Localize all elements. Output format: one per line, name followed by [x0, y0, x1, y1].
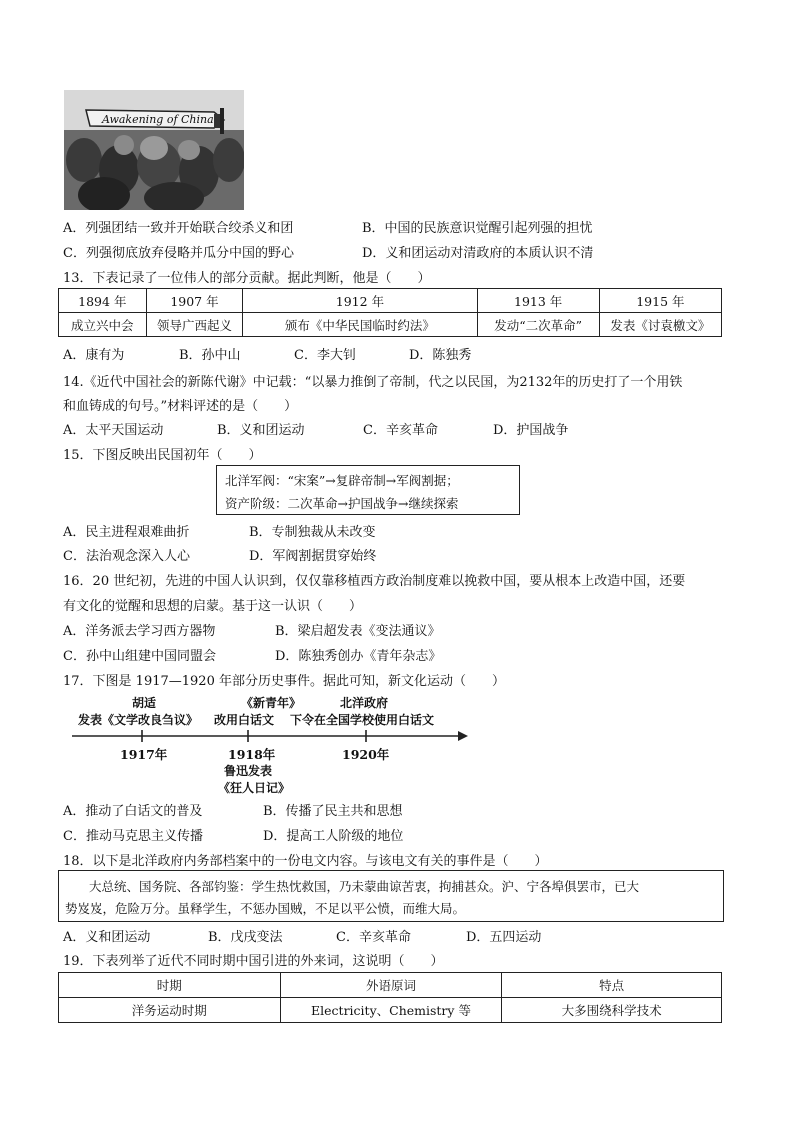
q14-option-d: D．护国战争	[493, 423, 569, 438]
q17-option-a: A．推动了白话文的普及	[63, 804, 203, 819]
q14-option-a: A．太平天国运动	[63, 423, 164, 438]
q16-option-a: A．洋务派去学习西方器物	[63, 624, 216, 639]
q13-year-1907: 1907 年	[146, 289, 243, 313]
timeline-event4-author: 鲁迅发表	[224, 764, 273, 778]
q15-diagram-box	[216, 465, 520, 515]
q13-year-1915: 1915 年	[599, 289, 721, 313]
q16-stem-line1: 16．20 世纪初，先进的中国人认识到，仅仅靠移植西方政治制度难以挽救中国，要从根本上改造中国，还要	[63, 574, 686, 589]
q18-option-b: B．戊戌变法	[208, 930, 283, 945]
q16-option-c: C．孙中山组建中国同盟会	[63, 649, 216, 664]
q14-stem-line1: 14.《近代中国社会的新陈代谢》中记载：“以暴力推倒了帝制，代之以民国，为2132年的历史打了一个用铁	[63, 375, 683, 390]
q17-stem: 17．下图是 1917—1920 年部分历史事件。据此可知，新文化运动（ ）	[63, 674, 505, 689]
q19-table	[58, 972, 722, 1023]
q17-option-b: B．传播了民主共和思想	[263, 804, 403, 819]
timeline-event4-work: 《狂人日记》	[218, 781, 291, 795]
q13-table	[58, 288, 722, 337]
q16-option-d: D．陈独秀创办《青年杂志》	[275, 649, 442, 664]
q15-line-bourgeoisie: 资产阶级：二次革命→护国战争→继续探索	[225, 496, 459, 511]
q19-cell-feature: 大多围绕科学技术	[502, 998, 722, 1023]
q15-option-d: D．军阀割据贯穿始终	[249, 549, 377, 564]
q18-stem: 18．以下是北洋政府内务部档案中的一份电文内容。与该电文有关的事件是（ ）	[63, 854, 548, 869]
q13-event-1: 成立兴中会	[59, 313, 147, 337]
q19-stem: 19．下表列举了近代不同时期中国引进的外来词，这说明（ ）	[63, 954, 444, 969]
timeline-event2-magazine: 《新青年》	[241, 696, 302, 710]
timeline-axis	[70, 728, 470, 744]
timeline-year-1918: 1918年	[228, 747, 276, 762]
banner-text: Awakening of China	[102, 113, 214, 126]
q12-option-c: C．列强彻底放弃侵略并瓜分中国的野心	[63, 246, 294, 261]
q12-option-a: A．列强团结一致并开始联合绞杀义和团	[63, 221, 294, 236]
timeline-event3-government: 北洋政府	[340, 696, 389, 710]
q12-option-b: B．中国的民族意识觉醒引起列强的担忧	[362, 221, 593, 236]
q13-event-4: 发动“二次革命”	[477, 313, 599, 337]
q14-stem-line2: 和血铸成的句号。”材料评述的是（ ）	[63, 399, 298, 414]
q13-year-1913: 1913 年	[477, 289, 599, 313]
q19-cell-period: 洋务运动时期	[59, 998, 281, 1023]
q18-telegram-box	[58, 870, 724, 922]
q12-option-d: D．义和团运动对清政府的本质认识不清	[362, 246, 594, 261]
q17-option-c: C．推动马克思主义传播	[63, 829, 203, 844]
timeline-event1-person: 胡适	[132, 696, 157, 710]
timeline-year-1917: 1917年	[120, 747, 168, 762]
q16-option-b: B．梁启超发表《变法通议》	[275, 624, 441, 639]
timeline-year-1920: 1920年	[342, 747, 390, 762]
q15-line-warlords: 北洋军阀：“宋案”→复辟帝制→军阀割据；	[225, 473, 459, 488]
q15-stem: 15．下图反映出民国初年（ ）	[63, 448, 262, 463]
q13-event-5: 发表《讨袁檄文》	[599, 313, 721, 337]
q13-option-d: D．陈独秀	[409, 348, 472, 363]
q15-option-a: A．民主进程艰难曲折	[63, 525, 190, 540]
q17-option-d: D．提高工人阶级的地位	[263, 829, 404, 844]
q13-year-1912: 1912 年	[243, 289, 477, 313]
q16-stem-line2: 有文化的觉醒和思想的启蒙。基于这一认识（ ）	[63, 599, 363, 614]
q14-option-b: B．义和团运动	[217, 423, 305, 438]
q18-option-d: D．五四运动	[466, 930, 542, 945]
q13-event-2: 领导广西起义	[146, 313, 243, 337]
q13-option-b: B．孙中山	[179, 348, 241, 363]
q18-option-c: C．辛亥革命	[336, 930, 411, 945]
timeline-event1-detail: 发表《文学改良刍议》	[78, 713, 199, 727]
q19-cell-original-word: Electricity、Chemistry 等	[280, 998, 502, 1023]
q19-header-period: 时期	[59, 973, 281, 998]
q19-header-feature: 特点	[502, 973, 722, 998]
timeline-event2-detail: 改用白话文	[214, 713, 275, 727]
q13-stem: 13．下表记录了一位伟人的部分贡献。据此判断，他是（ ）	[63, 271, 431, 286]
q14-option-c: C．辛亥革命	[363, 423, 438, 438]
q18-option-a: A．义和团运动	[63, 930, 151, 945]
q19-header-original-word: 外语原词	[280, 973, 502, 998]
q15-option-b: B．专制独裁从未改变	[249, 525, 376, 540]
q13-year-1894: 1894 年	[59, 289, 147, 313]
q15-option-c: C．法治观念深入人心	[63, 549, 190, 564]
timeline-event3-detail: 下令在全国学校使用白话文	[290, 713, 435, 727]
q13-option-c: C．李大钊	[294, 348, 356, 363]
q18-telegram-line1: 大总统、国务院、各部钧鉴：学生热忱救国，乃未蒙曲谅苦衷，拘捕甚众。沪、宁各埠俱罢市，已大	[89, 879, 640, 894]
q13-event-3: 颁布《中华民国临时约法》	[243, 313, 477, 337]
q13-option-a: A．康有为	[63, 348, 125, 363]
historical-cartoon-image	[64, 90, 244, 210]
q18-telegram-line2: 势岌岌，危险万分。虽释学生，不惩办国贼，不足以平公愤，而维大局。	[65, 901, 466, 916]
